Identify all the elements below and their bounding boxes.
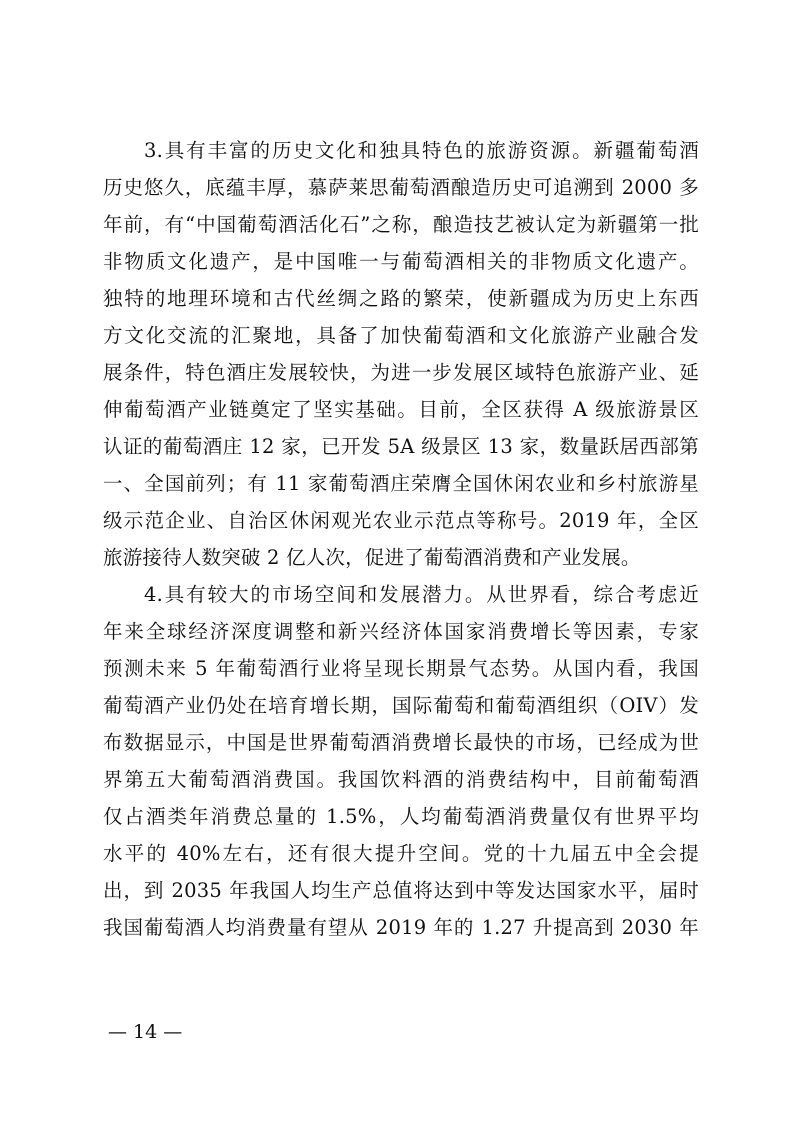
text-line: 年前，有“中国葡萄酒活化石”之称，酿造技艺被认定为新疆第一批 (103, 213, 699, 236)
body-text (103, 132, 699, 946)
text-line: 仅占酒类年消费总量的 1.5%，人均葡萄酒消费量仅有世界平均 (103, 805, 699, 828)
paragraph-3 (103, 132, 699, 576)
text-line: 界第五大葡萄酒消费国。我国饮料酒的消费结构中，目前葡萄酒 (103, 768, 699, 791)
text-line: 3.具有丰富的历史文化和独具特色的旅游资源。新疆葡萄酒 (144, 139, 699, 162)
text-line: 认证的葡萄酒庄 12 家，已开发 5A 级景区 13 家，数量跃居西部第 (103, 435, 699, 458)
text-line: 非物质文化遗产，是中国唯一与葡萄酒相关的非物质文化遗产。 (103, 250, 699, 273)
text-line: 预测未来 5 年葡萄酒行业将呈现长期景气态势。从国内看，我国 (103, 657, 699, 680)
text-line: 历史悠久，底蕴丰厚，慕萨莱思葡萄酒酿造历史可追溯到 2000 多 (103, 176, 699, 199)
text-line: 4.具有较大的市场空间和发展潜力。从世界看，综合考虑近 (144, 583, 699, 606)
text-line: 出，到 2035 年我国人均生产总值将达到中等发达国家水平，届时 (103, 879, 699, 902)
text-line: 葡萄酒产业仍处在培育增长期，国际葡萄和葡萄酒组织（OIV）发 (103, 694, 699, 717)
text-line: 水平的 40%左右，还有很大提升空间。党的十九届五中全会提 (103, 842, 699, 865)
page-number: — 14 — (108, 1021, 183, 1043)
paragraph-4 (103, 576, 699, 946)
text-line: 布数据显示，中国是世界葡萄酒消费增长最快的市场，已经成为世 (103, 731, 699, 754)
text-line: 旅游接待人数突破 2 亿人次，促进了葡萄酒消费和产业发展。 (103, 546, 641, 569)
text-line: 伸葡萄酒产业链奠定了坚实基础。目前，全区获得 A 级旅游景区 (103, 398, 699, 421)
text-line: 展条件，特色酒庄发展较快，为进一步发展区域特色旅游产业、延 (103, 361, 699, 384)
text-line: 我国葡萄酒人均消费量有望从 2019 年的 1.27 升提高到 2030 年 (103, 916, 699, 939)
text-line: 独特的地理环境和古代丝绸之路的繁荣，使新疆成为历史上东西 (103, 287, 699, 310)
text-line: 方文化交流的汇聚地，具备了加快葡萄酒和文化旅游产业融合发 (103, 324, 699, 347)
text-line: 年来全球经济深度调整和新兴经济体国家消费增长等因素，专家 (103, 620, 699, 643)
text-line: 一、全国前列；有 11 家葡萄酒庄荣膺全国休闲农业和乡村旅游星 (103, 472, 699, 495)
text-line: 级示范企业、自治区休闲观光农业示范点等称号。2019 年，全区 (103, 509, 699, 532)
